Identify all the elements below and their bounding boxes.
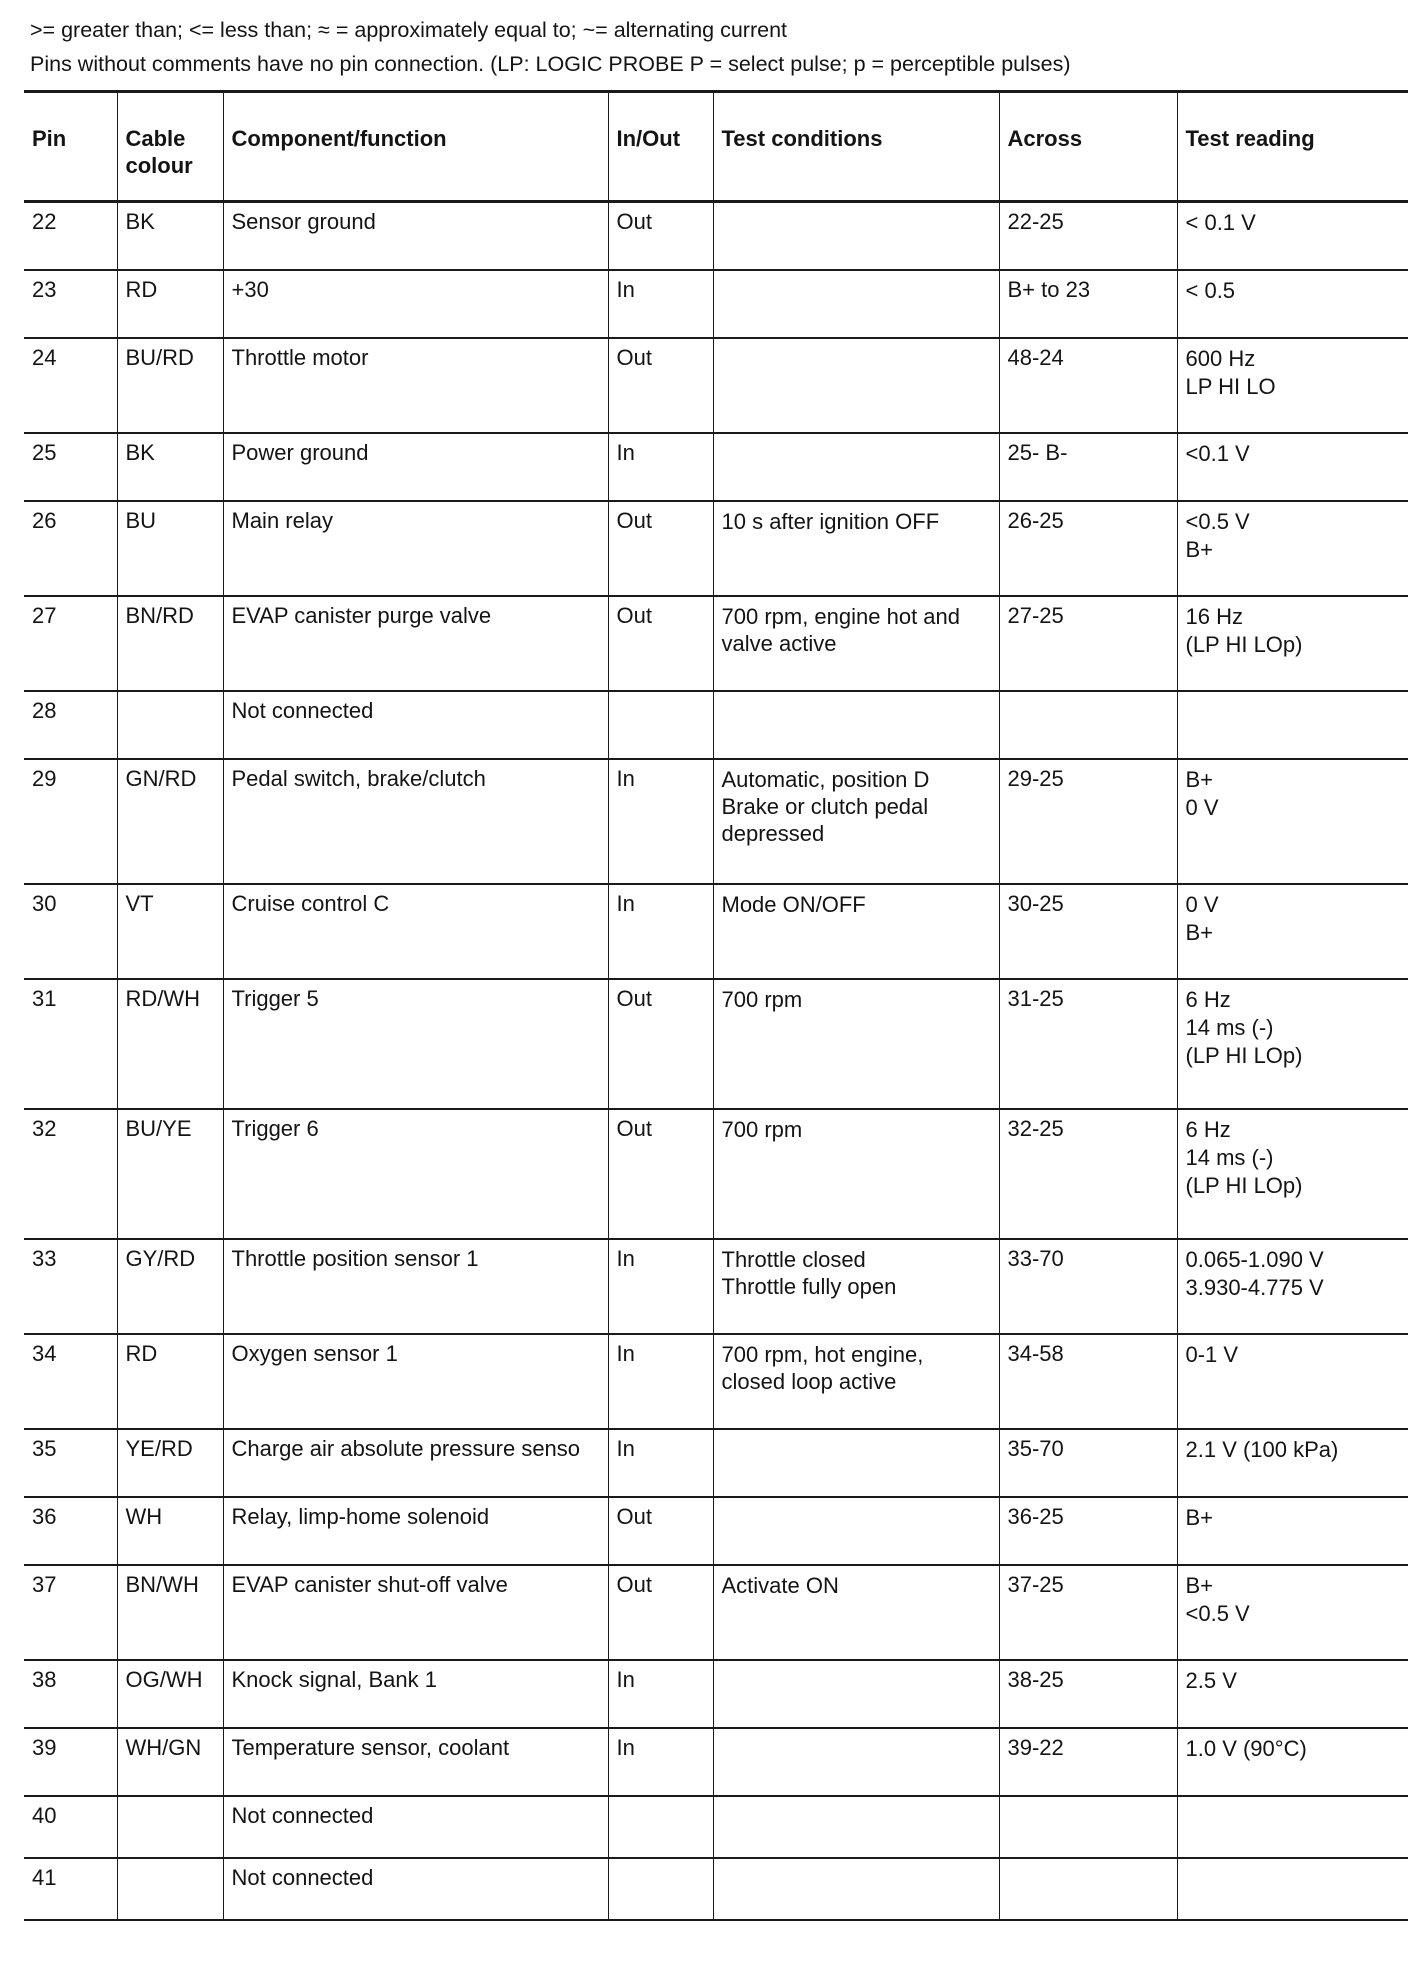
test-conditions-cell — [713, 1660, 999, 1728]
table-body — [24, 202, 1408, 1920]
across-cell: 25- B- — [999, 433, 1177, 501]
component-cell: Knock signal, Bank 1 — [223, 1660, 608, 1728]
pin-cell: 28 — [24, 691, 117, 759]
cable-colour-cell: BU/YE — [117, 1109, 223, 1239]
cable-colour-cell: BK — [117, 202, 223, 270]
across-cell — [999, 1858, 1177, 1920]
header-cable-colour: Cable colour — [117, 92, 223, 202]
in-out-cell: Out — [608, 202, 713, 270]
pin-cell: 32 — [24, 1109, 117, 1239]
test-reading-line: 0-1 V — [1185, 1341, 1239, 1367]
pin-cell: 34 — [24, 1334, 117, 1429]
component-cell: Not connected — [223, 1796, 608, 1858]
table-row — [24, 1497, 1408, 1565]
table-row — [24, 1660, 1408, 1728]
header-test-conditions: Test conditions — [713, 92, 999, 202]
cable-colour-cell: GY/RD — [117, 1239, 223, 1334]
test-conditions-cell — [713, 501, 999, 596]
in-out-cell — [608, 1858, 713, 1920]
test-conditions-cell — [713, 338, 999, 433]
test-reading-line: B+ — [1185, 536, 1214, 562]
in-out-cell: Out — [608, 979, 713, 1109]
test-reading-cell — [1177, 691, 1408, 759]
in-out-cell: In — [608, 759, 713, 884]
test-conditions-cell — [713, 1796, 999, 1858]
cable-colour-cell: RD — [117, 1334, 223, 1429]
across-cell: 30-25 — [999, 884, 1177, 979]
test-reading-line: 0 V — [1185, 891, 1219, 917]
component-cell: Power ground — [223, 433, 608, 501]
component-cell: +30 — [223, 270, 608, 338]
pin-cell: 29 — [24, 759, 117, 884]
test-reading-line: 1.0 V (90°C) — [1185, 1735, 1307, 1761]
test-condition-line: Mode ON/OFF — [721, 891, 866, 917]
cable-colour-cell: BN/WH — [117, 1565, 223, 1660]
test-reading-cell — [1177, 1239, 1408, 1334]
test-reading-cell — [1177, 1429, 1408, 1497]
test-reading-line: B+ — [1185, 919, 1214, 945]
pin-cell: 27 — [24, 596, 117, 691]
test-conditions-cell — [713, 759, 999, 884]
component-cell: EVAP canister shut-off valve — [223, 1565, 608, 1660]
test-reading-line: B+ — [1185, 1504, 1214, 1530]
across-cell — [999, 691, 1177, 759]
pin-cell: 41 — [24, 1858, 117, 1920]
component-cell: Not connected — [223, 1858, 608, 1920]
test-condition-line: Activate ON — [721, 1572, 839, 1598]
across-cell: 29-25 — [999, 759, 1177, 884]
component-cell: Relay, limp-home solenoid — [223, 1497, 608, 1565]
test-reading-cell — [1177, 433, 1408, 501]
table-row — [24, 759, 1408, 884]
test-condition-line: 700 rpm — [721, 1116, 803, 1142]
pin-cell: 35 — [24, 1429, 117, 1497]
table-row — [24, 433, 1408, 501]
cable-colour-cell: BK — [117, 433, 223, 501]
cable-colour-cell: BU/RD — [117, 338, 223, 433]
test-conditions-cell — [713, 1429, 999, 1497]
test-reading-cell — [1177, 1565, 1408, 1660]
table-row — [24, 1858, 1408, 1920]
component-cell: Charge air absolute pressure senso — [223, 1429, 608, 1497]
across-cell: 38-25 — [999, 1660, 1177, 1728]
component-cell: Temperature sensor, coolant — [223, 1728, 608, 1796]
test-reading-cell — [1177, 979, 1408, 1109]
cable-colour-cell: BU — [117, 501, 223, 596]
test-conditions-cell — [713, 1728, 999, 1796]
in-out-cell: In — [608, 884, 713, 979]
test-conditions-cell — [713, 979, 999, 1109]
header-across: Across — [999, 92, 1177, 202]
component-cell: Throttle position sensor 1 — [223, 1239, 608, 1334]
pin-table — [24, 90, 1408, 1921]
test-condition-line: Throttle closed — [721, 1246, 866, 1272]
pin-cell: 33 — [24, 1239, 117, 1334]
across-cell: 39-22 — [999, 1728, 1177, 1796]
pin-cell: 39 — [24, 1728, 117, 1796]
test-condition-line: 700 rpm, hot engine, closed loop active — [721, 1341, 924, 1394]
in-out-cell — [608, 1796, 713, 1858]
test-reading-line: < 0.5 — [1185, 277, 1236, 303]
cable-colour-cell: WH — [117, 1497, 223, 1565]
pin-cell: 24 — [24, 338, 117, 433]
test-conditions-cell — [713, 270, 999, 338]
test-conditions-cell — [713, 1109, 999, 1239]
in-out-cell — [608, 691, 713, 759]
test-reading-line: 0.065-1.090 V — [1185, 1246, 1324, 1272]
cable-colour-cell: RD/WH — [117, 979, 223, 1109]
in-out-cell: Out — [608, 1565, 713, 1660]
cable-colour-cell: RD — [117, 270, 223, 338]
component-cell: Cruise control C — [223, 884, 608, 979]
header-test-reading: Test reading — [1177, 92, 1408, 202]
test-condition-line: 700 rpm — [721, 986, 803, 1012]
test-reading-line: <0.5 V — [1185, 1600, 1250, 1626]
table-row — [24, 1239, 1408, 1334]
table-row — [24, 270, 1408, 338]
across-cell: 34-58 — [999, 1334, 1177, 1429]
test-reading-cell — [1177, 884, 1408, 979]
component-cell: Main relay — [223, 501, 608, 596]
across-cell: 26-25 — [999, 501, 1177, 596]
test-reading-line: 14 ms (-) — [1185, 1144, 1274, 1170]
test-condition-line: 10 s after ignition OFF — [721, 508, 940, 534]
pin-cell: 38 — [24, 1660, 117, 1728]
in-out-cell: In — [608, 1239, 713, 1334]
test-condition-line: 700 rpm, engine hot and valve active — [721, 603, 961, 656]
test-conditions-cell — [713, 1565, 999, 1660]
header-component-function: Component/function — [223, 92, 608, 202]
test-reading-cell — [1177, 270, 1408, 338]
test-conditions-cell — [713, 884, 999, 979]
in-out-cell: Out — [608, 338, 713, 433]
cable-colour-cell — [117, 1858, 223, 1920]
pin-cell: 40 — [24, 1796, 117, 1858]
table-row — [24, 1334, 1408, 1429]
pin-cell: 36 — [24, 1497, 117, 1565]
pin-cell: 30 — [24, 884, 117, 979]
in-out-cell: In — [608, 1728, 713, 1796]
component-cell: Trigger 6 — [223, 1109, 608, 1239]
test-reading-cell — [1177, 1334, 1408, 1429]
across-cell: 27-25 — [999, 596, 1177, 691]
across-cell: 35-70 — [999, 1429, 1177, 1497]
across-cell: 32-25 — [999, 1109, 1177, 1239]
component-cell: Throttle motor — [223, 338, 608, 433]
legend-notes — [30, 13, 1071, 81]
test-reading-line: 3.930-4.775 V — [1185, 1274, 1324, 1300]
test-conditions-cell — [713, 202, 999, 270]
legend-pins-note: Pins without comments have no pin connection. (LP: LOGIC PROBE P = select pulse; p = perceptible pulses) — [30, 52, 1071, 76]
test-reading-cell — [1177, 501, 1408, 596]
in-out-cell: In — [608, 1334, 713, 1429]
test-reading-line: (LP HI LOp) — [1185, 631, 1303, 657]
test-reading-cell — [1177, 1497, 1408, 1565]
across-cell: B+ to 23 — [999, 270, 1177, 338]
across-cell: 33-70 — [999, 1239, 1177, 1334]
test-conditions-cell — [713, 1239, 999, 1334]
test-reading-cell — [1177, 338, 1408, 433]
test-conditions-cell — [713, 691, 999, 759]
test-conditions-cell — [713, 1858, 999, 1920]
test-reading-cell — [1177, 202, 1408, 270]
cable-colour-cell: OG/WH — [117, 1660, 223, 1728]
pin-cell: 37 — [24, 1565, 117, 1660]
cable-colour-cell: GN/RD — [117, 759, 223, 884]
in-out-cell: Out — [608, 596, 713, 691]
test-reading-line: 6 Hz — [1185, 1116, 1231, 1142]
test-reading-line: <0.1 V — [1185, 440, 1250, 466]
test-reading-line: (LP HI LOp) — [1185, 1042, 1303, 1068]
test-condition-line: Automatic, position D — [721, 766, 930, 792]
component-cell: EVAP canister purge valve — [223, 596, 608, 691]
legend-symbols-note: >= greater than; <= less than; ≈ = approximately equal to; ~= alternating current — [30, 18, 788, 42]
test-reading-cell — [1177, 1796, 1408, 1858]
test-conditions-cell — [713, 1334, 999, 1429]
cable-colour-cell: YE/RD — [117, 1429, 223, 1497]
test-reading-line: (LP HI LOp) — [1185, 1172, 1303, 1198]
in-out-cell: Out — [608, 501, 713, 596]
table-row — [24, 1429, 1408, 1497]
test-reading-cell — [1177, 1858, 1408, 1920]
cable-colour-cell: BN/RD — [117, 596, 223, 691]
test-condition-line: Brake or clutch pedal depressed — [721, 793, 929, 846]
cable-colour-cell: VT — [117, 884, 223, 979]
test-reading-cell — [1177, 1728, 1408, 1796]
in-out-cell: In — [608, 1429, 713, 1497]
test-conditions-cell — [713, 596, 999, 691]
test-reading-line: 2.1 V (100 kPa) — [1185, 1436, 1339, 1462]
pin-cell: 23 — [24, 270, 117, 338]
test-reading-cell — [1177, 1109, 1408, 1239]
table-row — [24, 1728, 1408, 1796]
component-cell: Sensor ground — [223, 202, 608, 270]
in-out-cell: Out — [608, 1109, 713, 1239]
test-reading-cell — [1177, 596, 1408, 691]
test-condition-line: Throttle fully open — [721, 1273, 897, 1299]
pin-cell: 25 — [24, 433, 117, 501]
in-out-cell: Out — [608, 1497, 713, 1565]
test-reading-line: <0.5 V — [1185, 508, 1250, 534]
test-reading-line: 16 Hz — [1185, 603, 1243, 629]
table-row — [24, 596, 1408, 691]
test-reading-line: 600 Hz — [1185, 345, 1256, 371]
table-row — [24, 1796, 1408, 1858]
test-conditions-cell — [713, 1497, 999, 1565]
test-reading-line: 6 Hz — [1185, 986, 1231, 1012]
across-cell: 37-25 — [999, 1565, 1177, 1660]
component-cell: Not connected — [223, 691, 608, 759]
table-row — [24, 202, 1408, 270]
test-reading-line: 0 V — [1185, 794, 1219, 820]
test-reading-line: LP HI LO — [1185, 373, 1276, 399]
cable-colour-cell — [117, 691, 223, 759]
table-row — [24, 1565, 1408, 1660]
table-row — [24, 979, 1408, 1109]
test-reading-line: B+ — [1185, 766, 1214, 792]
pin-cell: 31 — [24, 979, 117, 1109]
test-reading-line: B+ — [1185, 1572, 1214, 1598]
table-row — [24, 884, 1408, 979]
across-cell: 31-25 — [999, 979, 1177, 1109]
pin-cell: 26 — [24, 501, 117, 596]
table-header-row — [24, 92, 1408, 202]
across-cell: 36-25 — [999, 1497, 1177, 1565]
table-row — [24, 338, 1408, 433]
across-cell: 22-25 — [999, 202, 1177, 270]
test-reading-line: 14 ms (-) — [1185, 1014, 1274, 1040]
table-row — [24, 691, 1408, 759]
component-cell: Pedal switch, brake/clutch — [223, 759, 608, 884]
in-out-cell: In — [608, 433, 713, 501]
in-out-cell: In — [608, 1660, 713, 1728]
table-row — [24, 501, 1408, 596]
table-row — [24, 1109, 1408, 1239]
header-in-out: In/Out — [608, 92, 713, 202]
test-reading-line: 2.5 V — [1185, 1667, 1237, 1693]
test-conditions-cell — [713, 433, 999, 501]
test-reading-cell — [1177, 759, 1408, 884]
test-reading-cell — [1177, 1660, 1408, 1728]
across-cell: 48-24 — [999, 338, 1177, 433]
pin-cell: 22 — [24, 202, 117, 270]
test-reading-line: < 0.1 V — [1185, 210, 1256, 235]
component-cell: Oxygen sensor 1 — [223, 1334, 608, 1429]
across-cell — [999, 1796, 1177, 1858]
cable-colour-cell: WH/GN — [117, 1728, 223, 1796]
header-pin: Pin — [24, 92, 117, 202]
component-cell: Trigger 5 — [223, 979, 608, 1109]
cable-colour-cell — [117, 1796, 223, 1858]
in-out-cell: In — [608, 270, 713, 338]
